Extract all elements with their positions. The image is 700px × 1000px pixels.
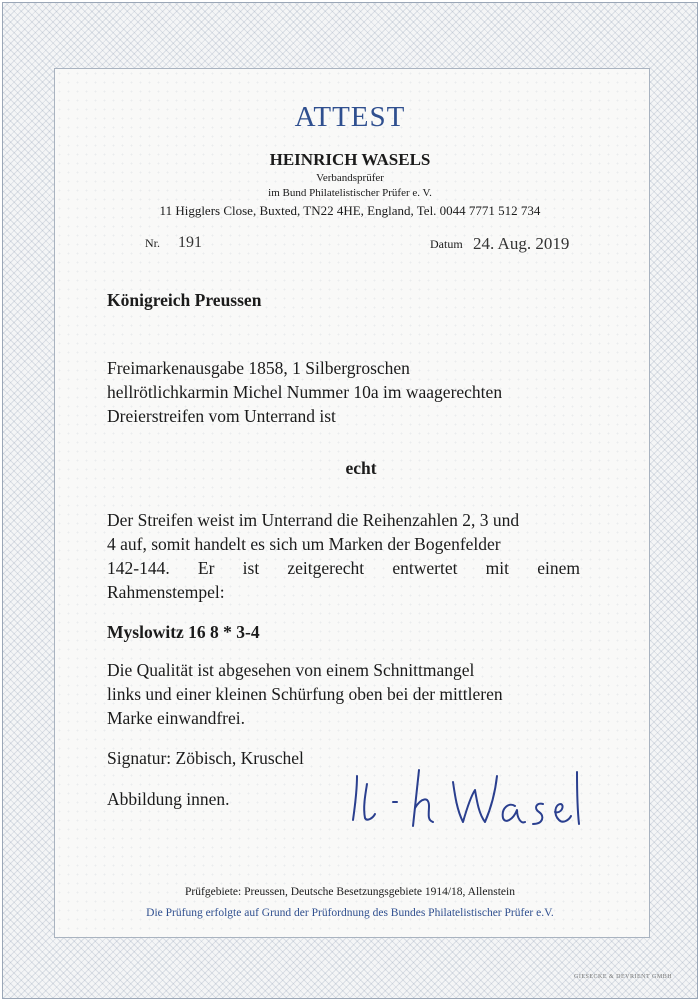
cancellation-text: Myslowitz 16 8 * 3-4 [107, 622, 260, 642]
examiner-address: 11 Higglers Close, Buxted, TN22 4HE, England, Tel. 0044 7771 512 734 [159, 203, 541, 218]
examination-areas: Prüfgebiete: Preussen, Deutsche Besetzungsgebiete 1914/18, Allenstein [185, 886, 515, 898]
date-label: Datum [430, 237, 463, 251]
description-line: Dreierstreifen vom Unterrand ist [107, 406, 336, 426]
number-value: 191 [178, 234, 202, 251]
regulation-note: Die Prüfung erfolgte auf Grund der Prüfordnung des Bundes Philatelistischer Prüfer e.V. [146, 907, 554, 919]
printer-imprint: GIESECKE & DEVRIENT GMBH [574, 974, 673, 980]
examiner-signature [345, 762, 585, 834]
verdict-text: echt [345, 458, 377, 478]
document-title: ATTEST [294, 101, 406, 133]
description-line: hellrötlichkarmin Michel Nummer 10a im waagerechten [107, 382, 503, 402]
examiner-name: HEINRICH WASELS [269, 150, 431, 169]
quality-line: links und einer kleinen Schürfung oben bei der mittleren [107, 684, 503, 704]
examiner-role: Verbandsprüfer [316, 172, 384, 184]
details-line: Rahmenstempel: [107, 582, 225, 602]
country-heading: Königreich Preussen [107, 290, 262, 310]
number-label: Nr. [145, 236, 160, 250]
signatures-text: Signatur: Zöbisch, Kruschel [107, 748, 304, 768]
quality-line: Marke einwandfrei. [107, 708, 245, 728]
details-line: 4 auf, somit handelt es sich um Marken der Bogenfelder [107, 534, 501, 554]
quality-line: Die Qualität ist abgesehen von einem Schnittmangel [107, 660, 475, 680]
details-line: Der Streifen weist im Unterrand die Reihenzahlen 2, 3 und [107, 510, 520, 530]
description-line: Freimarkenausgabe 1858, 1 Silbergroschen [107, 358, 410, 378]
details-line: 142-144. Er ist zeitgerecht entwertet mit einem [107, 558, 580, 578]
illustration-note: Abbildung innen. [107, 789, 230, 809]
association-name: im Bund Philatelistischer Prüfer e. V. [268, 187, 432, 199]
date-value: 24. Aug. 2019 [473, 234, 570, 253]
